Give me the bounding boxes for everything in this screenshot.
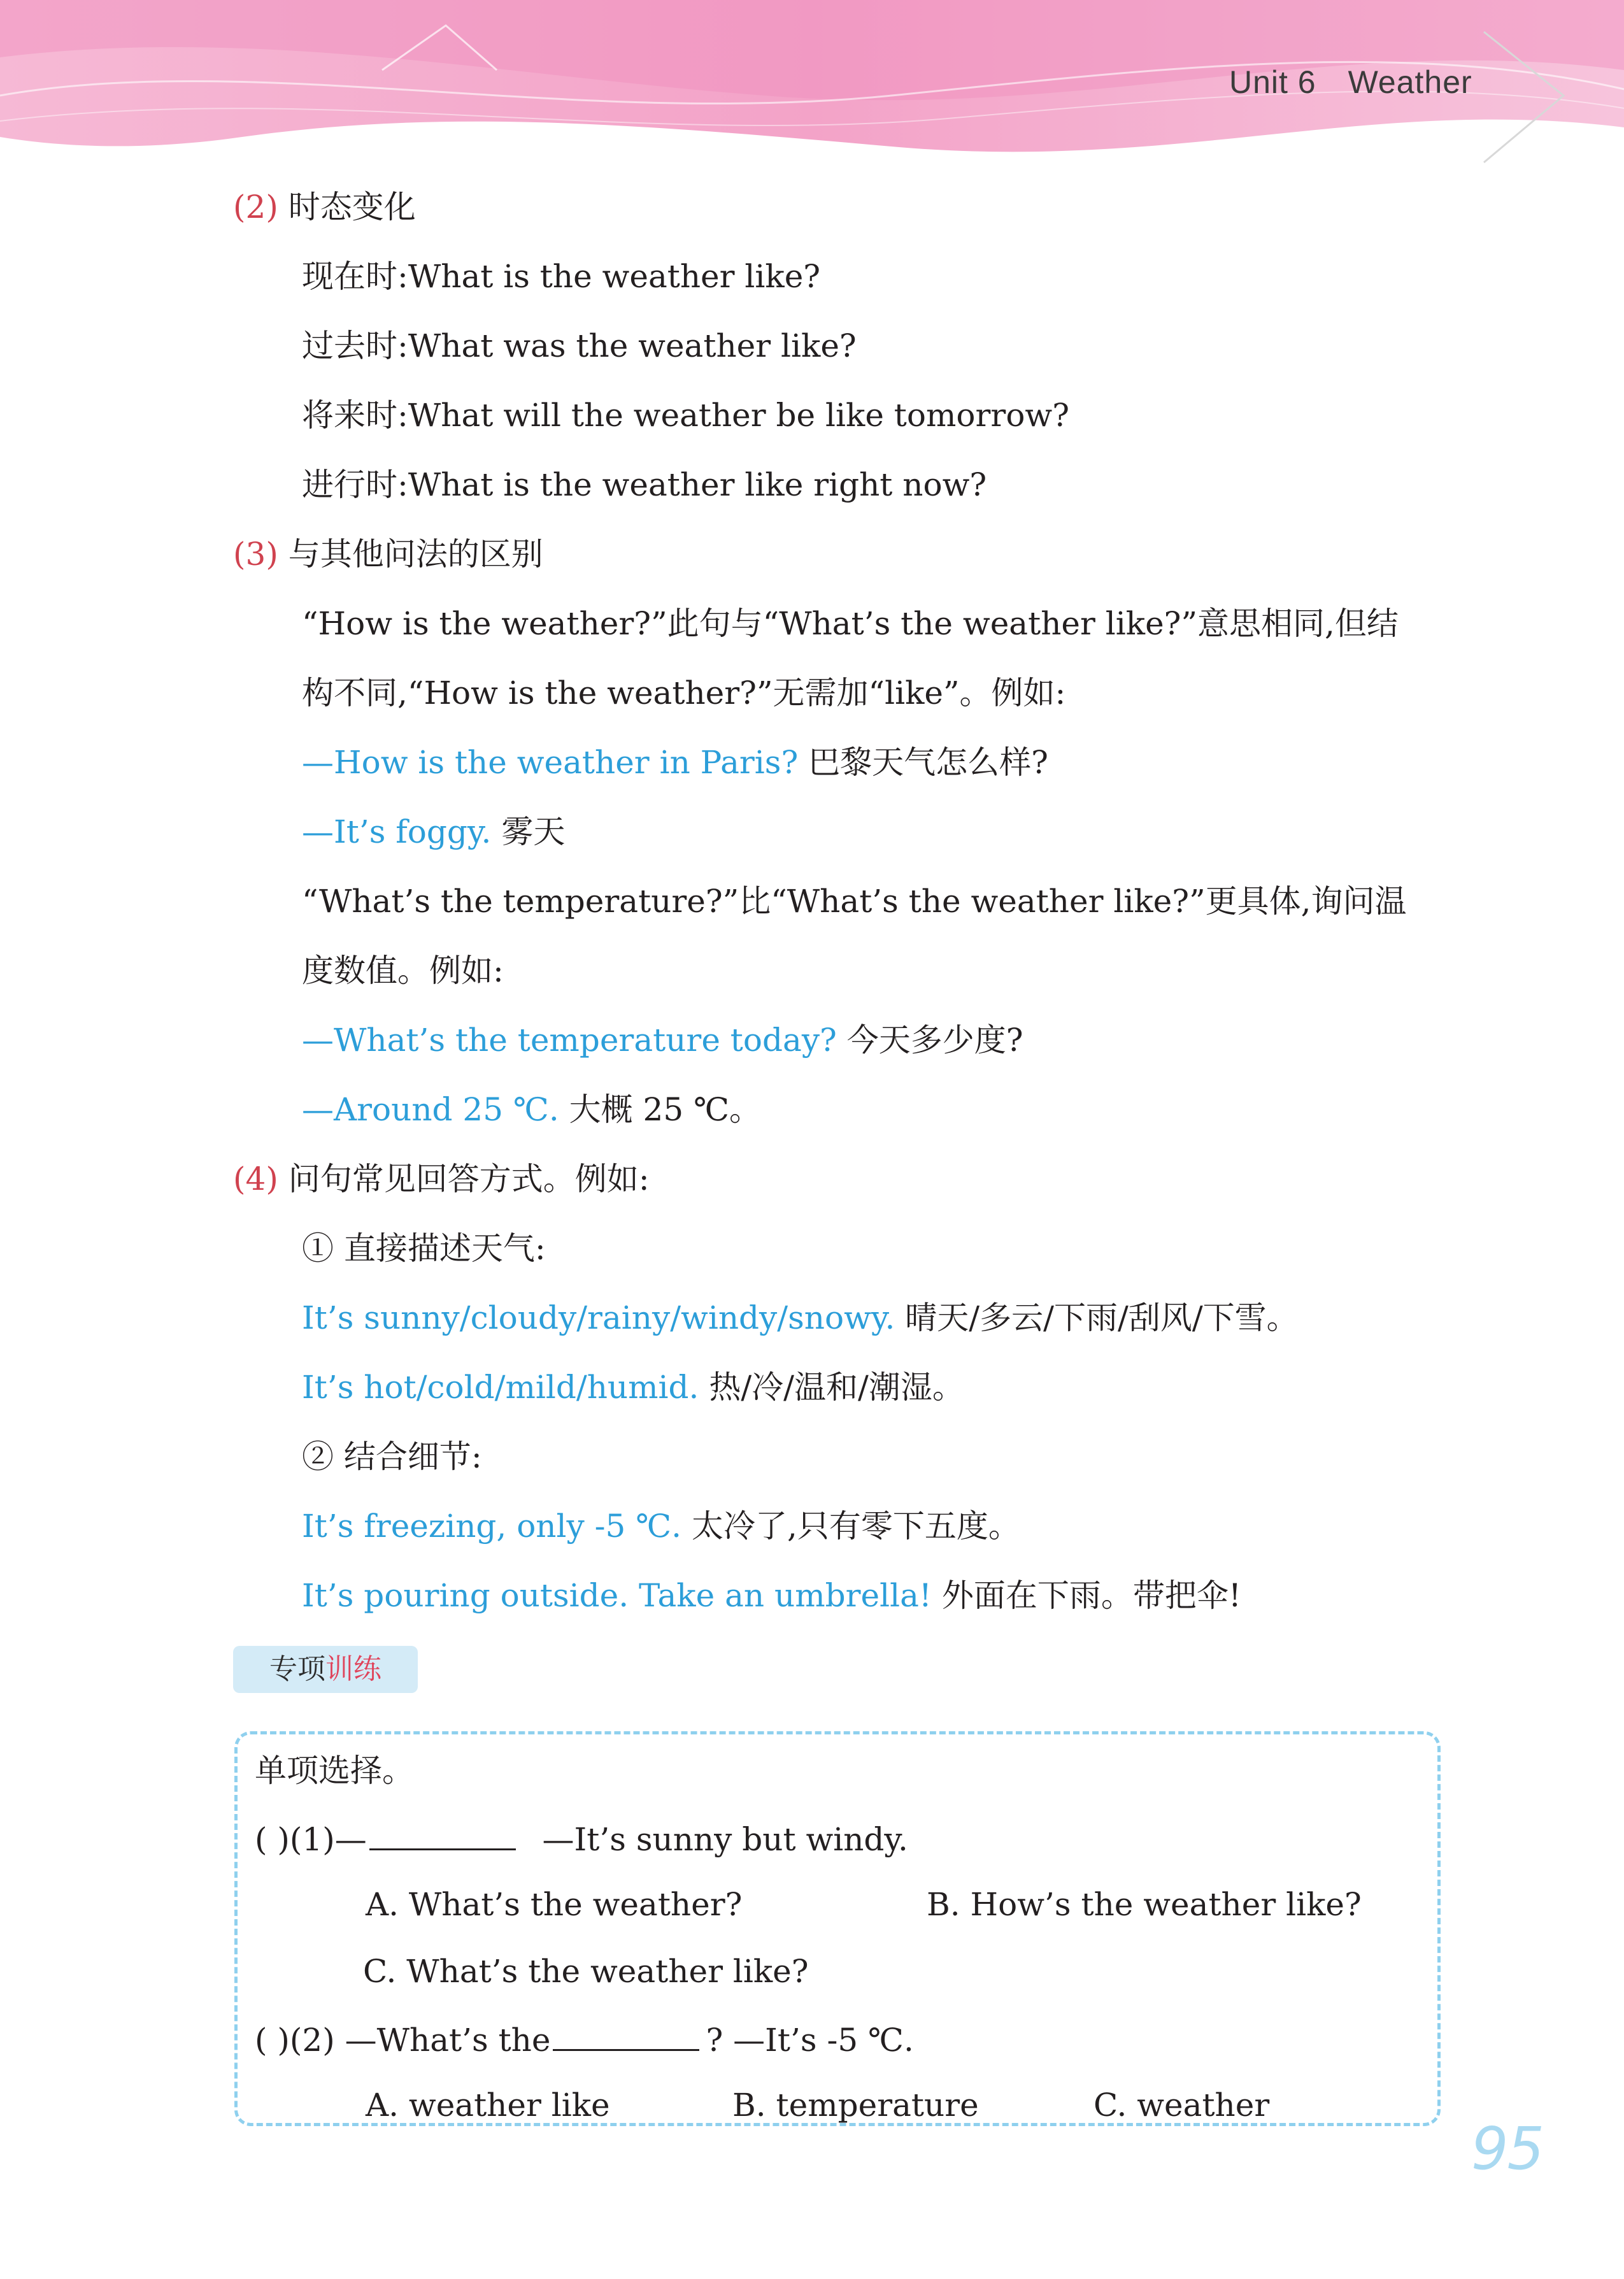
section-3-paragraph-1b: 构不同,“How is the weather?”无需加“like”。例如: — [302, 675, 1066, 711]
example-hot — [302, 1365, 964, 1410]
q2-blank[interactable] — [553, 2016, 699, 2051]
q2-prefix: (2) —What’s the — [289, 2022, 551, 2059]
example-temperature-en: —What’s the temperature today? — [302, 1022, 837, 1059]
subpoint-1: ① 直接描述天气: — [302, 1230, 546, 1267]
example-foggy-cn: 雾天 — [491, 813, 566, 850]
section-2-title: 时态变化 — [288, 189, 416, 225]
section-2-marker: (2) — [233, 189, 278, 225]
example-pouring-en: It’s pouring outside. Take an umbrella! — [302, 1577, 932, 1614]
subpoint-2: ② 结合细节: — [302, 1438, 482, 1475]
example-hot-cn: 热/冷/温和/潮湿。 — [699, 1369, 964, 1406]
running-head — [1229, 64, 1472, 101]
tense-present: 现在时:What is the weather like? — [302, 258, 821, 295]
q1-answer-slot[interactable]: ( ) — [255, 1821, 290, 1858]
section-3-paragraph-2b: 度数值。例如: — [302, 952, 504, 989]
section-4-marker: (4) — [233, 1161, 278, 1197]
q1-blank[interactable] — [369, 1815, 516, 1850]
example-freezing-en: It’s freezing, only -5 ℃. — [302, 1508, 682, 1545]
example-hot-en: It’s hot/cold/mild/humid. — [302, 1369, 699, 1406]
q1-option-b[interactable]: B. How’s the weather like? — [927, 1886, 1362, 1923]
tense-progressive: 进行时:What is the weather like right now? — [302, 466, 987, 503]
example-around-cn: 大概 25 ℃。 — [559, 1091, 762, 1128]
section-4-title: 问句常见回答方式。例如: — [288, 1161, 650, 1197]
example-around — [302, 1087, 761, 1132]
unit-title: Weather — [1348, 64, 1472, 100]
exercise-instruction: 单项选择。 — [255, 1752, 414, 1789]
question-2 — [255, 2016, 914, 2062]
q2-suffix: ? —It’s -5 ℃. — [706, 2022, 914, 2059]
section-3-paragraph-2a: “What’s the temperature?”比“What’s the weather like?”更具体,询问温 — [302, 883, 1407, 920]
example-sunny-cn: 晴天/多云/下雨/刮风/下雪。 — [895, 1299, 1299, 1336]
q2-answer-slot[interactable]: ( ) — [255, 2022, 290, 2059]
practice-badge-a: 专项 — [269, 1653, 325, 1685]
q1-prefix: (1)— — [289, 1821, 367, 1858]
example-foggy — [302, 810, 565, 854]
question-1 — [255, 1815, 908, 1862]
q1-option-a[interactable]: A. What’s the weather? — [366, 1886, 743, 1923]
example-pouring — [302, 1573, 1241, 1618]
example-paris — [302, 740, 1048, 785]
section-3-heading — [233, 532, 543, 576]
example-pouring-cn: 外面在下雨。带把伞! — [932, 1577, 1241, 1614]
section-3-marker: (3) — [233, 536, 278, 573]
q2-option-a[interactable]: A. weather like — [366, 2087, 610, 2124]
exercise-box — [234, 1731, 1441, 2126]
q2-option-b[interactable]: B. temperature — [732, 2087, 979, 2124]
example-paris-cn: 巴黎天气怎么样? — [798, 744, 1048, 781]
example-around-en: —Around 25 ℃. — [302, 1091, 559, 1128]
example-temperature — [302, 1018, 1023, 1062]
q2-option-c[interactable]: C. weather — [1093, 2087, 1270, 2124]
q1-option-c[interactable]: C. What’s the weather like? — [363, 1953, 809, 1990]
practice-badge-b: 训练 — [325, 1653, 381, 1685]
section-2-heading — [233, 185, 416, 229]
page-number: 95 — [1471, 2115, 1544, 2183]
tense-past: 过去时:What was the weather like? — [302, 327, 857, 364]
example-freezing — [302, 1504, 1020, 1548]
example-foggy-en: —It’s foggy. — [302, 813, 492, 850]
section-4-heading — [233, 1157, 650, 1201]
example-temperature-cn: 今天多少度? — [836, 1022, 1023, 1059]
section-3-paragraph-1a: “How is the weather?”此句与“What’s the weather like?”意思相同,但结 — [302, 605, 1399, 642]
q1-suffix: —It’s sunny but windy. — [542, 1821, 908, 1858]
practice-badge — [233, 1646, 418, 1693]
tense-future: 将来时:What will the weather be like tomorrow? — [302, 397, 1070, 434]
example-paris-en: —How is the weather in Paris? — [302, 744, 799, 781]
unit-label: Unit 6 — [1229, 64, 1316, 100]
example-freezing-cn: 太冷了,只有零下五度。 — [681, 1508, 1020, 1545]
example-sunny — [302, 1296, 1299, 1340]
section-3-title: 与其他问法的区别 — [288, 536, 543, 573]
example-sunny-en: It’s sunny/cloudy/rainy/windy/snowy. — [302, 1299, 895, 1336]
